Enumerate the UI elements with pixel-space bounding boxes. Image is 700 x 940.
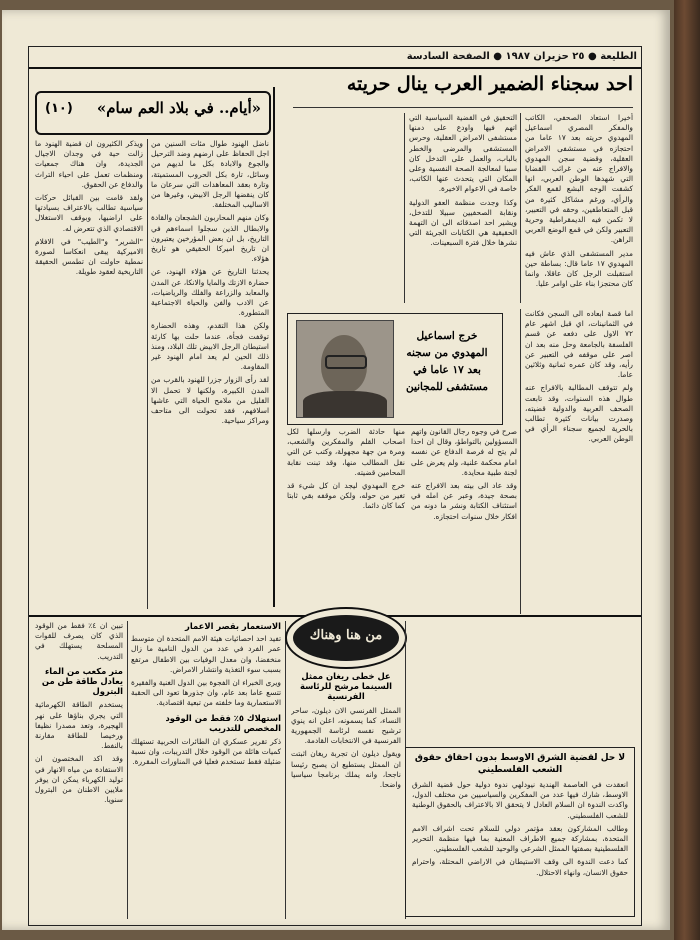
paragraph: ولكن هذا التقدم، وهذه الحضارة توقفت فجأة، عندما حلت بها كارثة استيطان الرجل الابيض تلك البلاد، ومنذ ذلك الحين لم يعد امام الهنود غير المقاومة. xyxy=(151,321,269,372)
main-article-col3 xyxy=(525,309,633,614)
subheading: استهلاك ٥٪ فقط من الوقود المخصص للتدريب xyxy=(165,712,281,733)
paragraph: لقد رأى الزوار جزرا للهنود بالقرب من المدن الكبيرة، ولكنها لا تحمل الا القليل من ملامح الحياة التي عاشها اسلافهم، فقد تحولت الى متاحف ومراكز سياحية. xyxy=(151,375,269,426)
paragraph: ولم تتوقف المطالبة بالافراج عنه طوال هذه السنوات، وقد تابعت الصحف العربية والدولية قضيته، وصدرت بيانات كثيرة تطالب بالحرية لجميع سجناء الرأي في الوطن العربي. xyxy=(525,383,633,444)
paragraph: التحقيق في القضية السياسية التي اتهم فيها واودع على دمنها مستشفى الامراض العقلية، وحرس المستشفى والمرضى والخطر بالباب، والعمل على التدخل كان سببا لمعالجة الصحة النفسية وعلى المكان التي يتحدث عنها الكاتب، خاصة في الاعوام الاخيرة. xyxy=(409,113,517,194)
subheading: الاستعمار بقصر الاعمار xyxy=(185,621,281,631)
paragraph: صرح في وجوه رجال القانون واتهم المسؤولين بالتواطؤ، وقال ان احدا لم يتح له فرصة الدفاع عن نفسه امام محكمة علنية، ولم يعرض على لجنة طبية محايدة. xyxy=(411,427,517,477)
paragraph: أخيرا استعاد الصحفي، الكاتب والمفكر المصري اسماعيل المهدوي حريته بعد ١٧ عاما من احتجازه في مستشفى الامراض العقلية، وقضية سجن المهدوي والافراج عنه من غرائب القضايا التي شهدها الوطن العربي، انها كشفت الوجه البشع لقمع الفكر والرأي، ورغم مشاكل كثيرة من قبل المتعاطفين، وحقه في التعبير، لا تكمن فيه الديمقراطية وحرية التعبير ولكن في قمع الوضع العربي الراهن. xyxy=(525,113,633,245)
paragraph: منها حادثة الضرب وارسلها لكل اصحاب القلم والمفكرين والشعب، ومرة من جهة مجهولة، وكتب عن التي نقل المطالب منها، وقد تبنت نقابة المحامين قضيته. xyxy=(287,427,405,477)
paragraph: كما دعت الندوة الى وقف الاستيطان في الاراضي المحتلة، واحترام حقوق الانسان، وانهاء الاحتلال. xyxy=(412,857,628,877)
content-frame xyxy=(28,46,642,926)
paragraph: يحدثنا التاريخ عن هؤلاء الهنود، عن حضارة الازتك والمايا والانكا، عن المدن والمعابد والزراعة والفلك والرياضيات، عن الادب والفن والحياة الاجتماعية المتطورة. xyxy=(151,267,269,318)
newspaper-page xyxy=(2,10,670,930)
main-headline: احد سجناء الضمير العرب ينال حريته xyxy=(346,73,633,95)
main-article-col4 xyxy=(411,427,517,613)
paragraph: خرج المهدوي ليجد ان كل شيء قد تغير من حوله، ولكن موقفه بقي ثابتا كما كان دائما. xyxy=(287,481,405,511)
paragraph: اما قصة ابعاده الى السجن فكانت في الثمانينات، اي قبل اشهر عام ٧٢ الاول على دفعه عن قسم الفلسفة بالجامعة وحل منه بعد ان اصر على موقفه في التعبير عن رأيه، وقد كان عمره ثمانية وثلاثين عاما. xyxy=(525,309,633,380)
here-there-column xyxy=(291,671,401,919)
paragraph: يستخدم الطاقة الكهرمائية التي يجري بناؤها على نهر الهجيرة، وتعد مصدرا نظيفا ورخيصا للطاقة مقارنة بالنفط. xyxy=(35,700,123,751)
portrait-photo xyxy=(296,320,394,418)
column-rule xyxy=(520,113,521,303)
photo-box xyxy=(287,313,503,425)
headline-rule xyxy=(293,107,633,108)
series-title: «أيام.. في بلاد العم سام» xyxy=(96,99,261,117)
energy-column xyxy=(35,621,123,919)
paragraph: ويذكر الكثيرون ان قضية الهنود ما زالت حية في وجدان الاجيال الجديدة، وان هناك جمعيات ومنظمات تعمل على احياء التراث والدفاع عن الحقوق. xyxy=(35,139,143,189)
column-rule xyxy=(404,113,405,303)
palestine-article-box xyxy=(405,747,635,917)
paragraph: انعقدت في العاصمة الهندية نيودلهي ندوة دولية حول قضية الشرق الاوسط، شارك فيها عدد من المفكرين والسياسيين من مختلف الدول، واكدت الندوة ان السلام العادل لا يتحقق الا بالاعتراف بالحقوق الوطنية للشعب الفلسطيني. xyxy=(412,780,628,820)
book-binding-edge xyxy=(674,0,700,940)
here-there-oval xyxy=(285,607,407,669)
subheading: متر مكعب من الماء يعادل طاقة طن من البترول xyxy=(41,665,123,697)
paragraph: ناضل الهنود طوال مئات السنين من اجل الحفاظ على ارضهم وضد الترحيل والجوع والابادة بكل ما لديهم من وسائل، تارة بكل الحروب المستميتة، وتارة بعقد المعاهدات التي سرعان ما كان ينقضها الرجل الابيض، وغيرها من الاساليب المختلفة. xyxy=(151,139,269,210)
main-article-col1 xyxy=(525,113,633,303)
section-divider xyxy=(273,87,275,607)
header-date-line: الطليعة ● ٢٥ حزيران ١٩٨٧ ● الصفحة السادسة xyxy=(406,51,637,62)
palestine-headline: لا حل لقضية الشرق الاوسط بدون احقاق حقوق الشعب الفلسطيني xyxy=(414,753,626,775)
column-rule xyxy=(285,621,286,919)
series-col2 xyxy=(35,139,143,609)
main-article-col2 xyxy=(409,113,517,303)
here-there-title: من هنا وهناك xyxy=(293,615,399,661)
main-article-col5 xyxy=(287,427,405,613)
paragraph: ولقد قامت بين القبائل حركات سياسية تطالب بالاعتراف بسيادتها على اراضيها، وبوقف الاستغلال الاقتصادي الذي تتعرض له. xyxy=(35,193,143,233)
paragraph: ويرى الخبراء ان الفجوة بين الدول الغنية والفقيرة تتسع عاما بعد عام، وان جذورها تعود الى الحقبة الاستعمارية وما خلفته من تبعية اقتصادية. xyxy=(131,678,281,708)
palestine-body xyxy=(412,780,628,912)
paragraph: تفيد احد احصائيات هيئة الامم المتحدة ان متوسط عمر الفرد في عدد من الدول النامية ما زال منخفضا، وان معدل الوفيات بين الاطفال مرتفع بسبب سوء التغذية وانتشار الامراض. xyxy=(131,634,281,674)
page-header xyxy=(29,47,641,69)
paragraph: ذكر تقرير عسكري ان الطائرات الحربية تستهلك كميات هائلة من الوقود خلال التدريبات، وان نسبة ضئيلة فقط تستخدم فعليا في المناورات المقررة. xyxy=(131,737,281,767)
series-col1 xyxy=(151,139,269,609)
paragraph: وقد اكد المختصون ان الاستفادة من مياه الانهار في توليد الكهرباء يمكن ان يوفر ملايين الاطنان من البترول سنويا. xyxy=(35,754,123,805)
paragraph: مدير المستشفى الذي عاش فيه المهدوي ١٧ عاما قال: بساطة حين استقبلت الرجل كان عاقلا، وانما كان محتجزا بناء على اوامر عليا. xyxy=(525,248,633,289)
series-number: (١٠) xyxy=(45,101,73,116)
paragraph: وطالب المشاركون بعقد مؤتمر دولي للسلام تحت اشراف الامم المتحدة، بمشاركة جميع الاطراف المعنية بما فيها منظمة التحرير الفلسطينية بصفتها الممثل الشرعي والوحيد للشعب الفلسطيني. xyxy=(412,823,628,854)
paragraph: الممثل الفرنسي الان ديلون، ساحر النساء، كما يسمونه، اعلن انه ينوي ترشيح نفسه لرئاسة الجمهورية الفرنسية في الانتخابات القادمة. xyxy=(291,705,401,746)
colonialism-column xyxy=(131,621,281,919)
series-title-box xyxy=(35,91,271,135)
column-rule xyxy=(520,309,521,614)
paragraph: "الشرير" و"الطيب" في الافلام الاميركية يبقى انعكاسا لصورة نمطية حاولت ان تطمس الحقيقة التاريخية لعقود طويلة. xyxy=(35,236,143,277)
column-rule xyxy=(147,139,148,609)
paragraph: ويقول ديلون ان تجربة ريغان اثبتت ان الممثل يستطيع ان يصبح رئيسا ناجحا، وانه يملك برنامجا سياسيا واضحا. xyxy=(291,749,401,790)
paragraph: وكذا وجدت منظمة العفو الدولية ونقابة الصحفيين سبيلا للتدخل، ويشير احد اصدقائه الى ان التهمة الحقيقية هي الكتابات الجريئة التي نشرها خلال فترة السبعينات. xyxy=(409,197,517,248)
paragraph: وكان منهم المحاربون الشجعان والقادة والابطال الذين سجلوا اسماءهم في التاريخ، بل ان بعض المؤرخين يعتبرون ان تاريخ اميركا الحقيقي هو تاريخ هؤلاء. xyxy=(151,213,269,264)
paragraph: وقد عاد الى بيته بعد الافراج عنه بصحة جيدة، وعبر عن امله في استئناف الكتابة ونشر ما دونه من افكار خلال سنوات احتجازه. xyxy=(411,481,517,521)
column-rule xyxy=(127,621,128,919)
subheading: عل خطى ريغان ممثل السينما مرشح للرئاسة الفرنسية xyxy=(299,671,392,702)
paragraph: تبين ان ٤٪ فقط من الوقود الذي كان يصرف للقوات المسلحة يستهلك في التدريب. xyxy=(35,621,123,661)
photo-caption: خرج اسماعيل المهدوي من سجنه بعد ١٧ عاما في مستشفى للمجانين xyxy=(405,330,489,393)
